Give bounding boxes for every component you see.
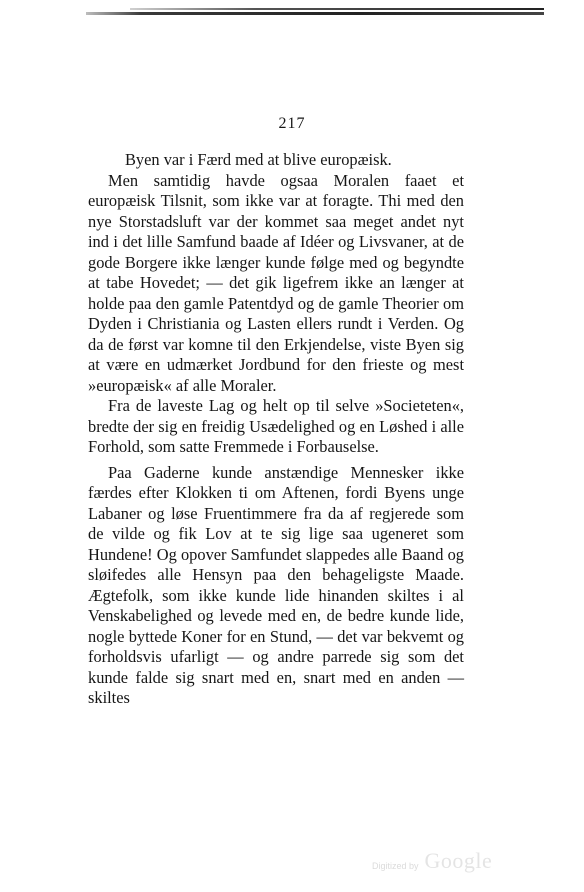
paragraph-2: Men samtidig havde ogsaa Moralen faaet et europæisk Tilsnit, som ikke var at foragte. Thi med den nye Storstadsluft var der kommet saa meget andet nyt ind i det lille Samfund baade af Idéer og Livsvaner, at de gode Borgere ikke længer kunde følge med og begyndte at tabe Hovedet; — det gik ligefrem ikke an længer at holde paa den gamle Patentdyd og de gamle Theorier om Dyden i Christiania og Lasten ellers rundt i Verden. Og da de først var komne til den Erkjendelse, viste Byen sig at være en udmærket Jordbund for den frieste og mest »europæisk« af alle Moraler.: [88, 170, 464, 395]
paragraph-3: Fra de laveste Lag og helt op til selve »Societeten«, bredte der sig en freidig Usædelighed og en Løshed i alle Forhold, som satte Fremmede i Forbauselse.: [88, 396, 464, 456]
top-rule-thin: [130, 8, 544, 10]
page-number: 217: [278, 115, 306, 132]
paragraph-4: Paa Gaderne kunde anstændige Mennesker ikke færdes efter Klokken ti om Aftenen, fordi Byens unge Labaner og løse Fruentimmere fra da af regjerede som de vilde og fik Lov at te sig lige saa ugeneret som Hundene! Og opover Samfundet slappedes alle Baand og sløifedes alle Hensyn paa den behageligste Maade. Ægtefolk, som ikke kunde lide hinanden skiltes i al Venskabelighed og levede med en, de bedre kunde lide, nogle byttede Koner for en Stund, — det var bekvemt og forholdsvis ufarligt — og andre parrede sig som det kunde falde sig snart med en, snart med en anden — skiltes: [88, 462, 464, 707]
watermark-small-text: Digitized by: [372, 861, 419, 871]
paragraph-1: Byen var i Færd med at blive europæisk.: [125, 150, 392, 169]
body-text: [88, 150, 464, 709]
digitized-watermark: [372, 846, 512, 874]
watermark-logo: Google: [424, 848, 493, 873]
top-rule: [86, 12, 544, 15]
